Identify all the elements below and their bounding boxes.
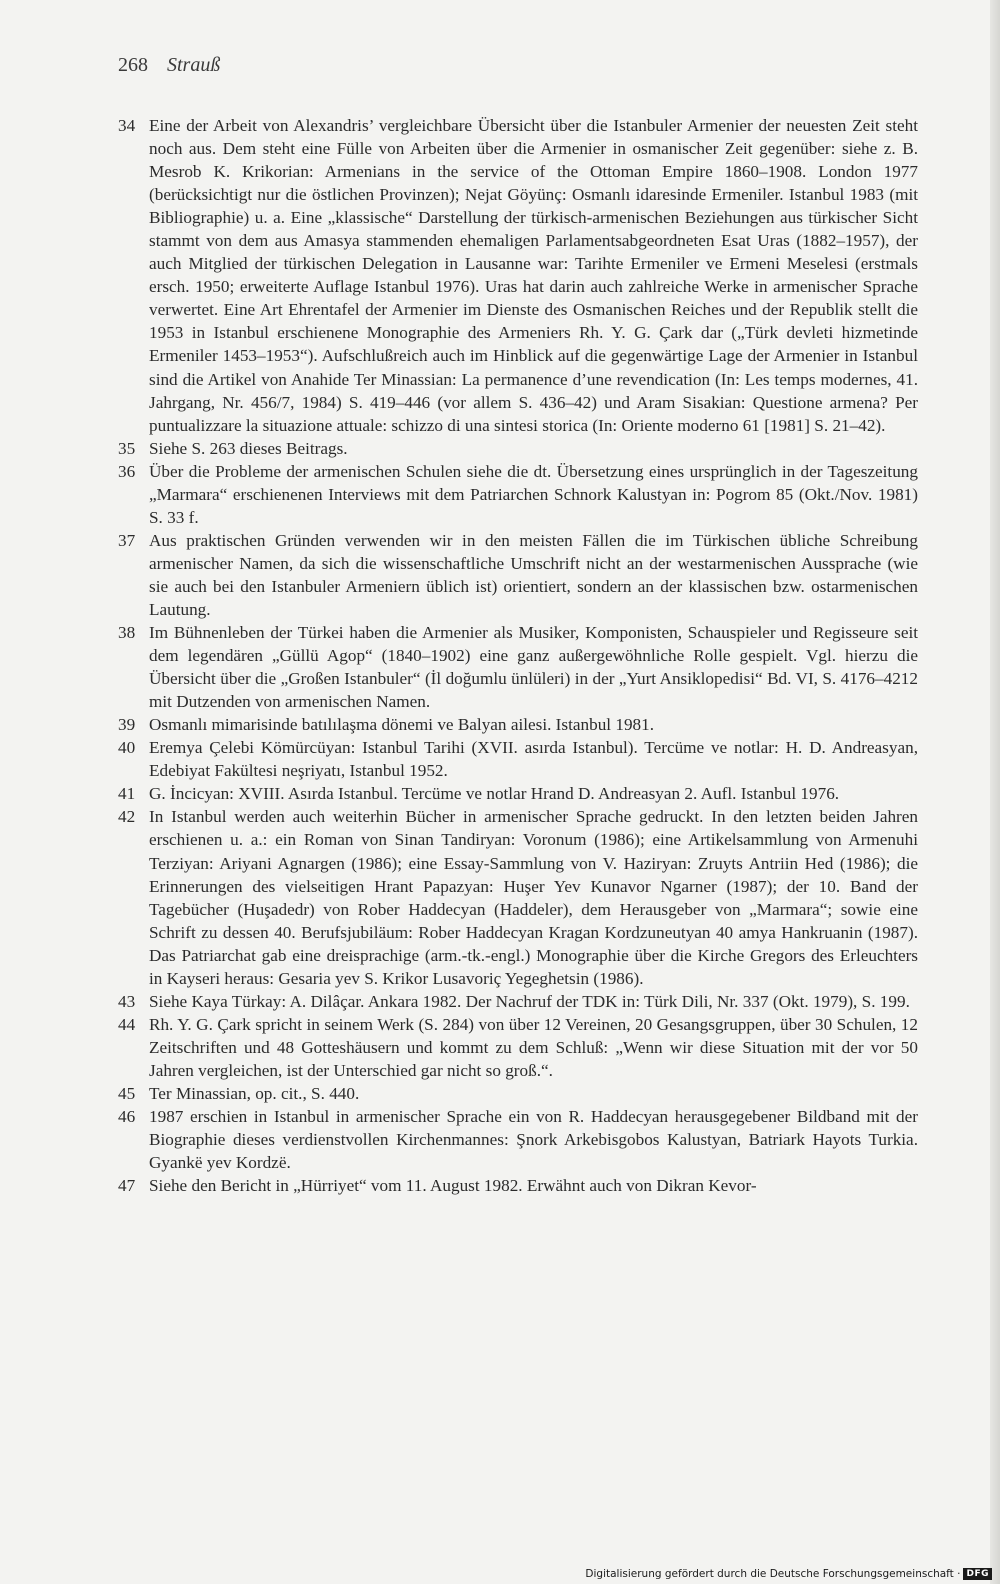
footnote-text: Eremya Çelebi Kömürcüyan: Istanbul Tarihi (XVII. asırda Istanbul). Tercüme ve notlar: H. D. Andreasyan, Edebiyat Fakültesi neşriyatı, Istanbul 1952. (149, 738, 918, 781)
footnote-text: G. İncicyan: XVIII. Asırda Istanbul. Tercüme ve notlar Hrand D. Andreasyan 2. Aufl. Istanbul 1976. (149, 784, 840, 804)
footnote-number: 38 (118, 623, 136, 643)
footnote-number: 45 (118, 1083, 136, 1103)
running-head: Strauß (167, 54, 221, 76)
footnote-text: Im Bühnenleben der Türkei haben die Armenier als Musiker, Komponisten, Schauspieler und Regisseure seit dem legendären „Güllü Agop“ (1840–1902) eine ganz außergewöhnliche Rolle gespielt. Vgl. hierzu die Übersicht über die „Großen Istanbuler“ (İl doğumlu ünlüleri) in der „Yurt Ansiklopedisi“ Bd. VI, S. 4176–4212 mit Dutzenden von armenischen Namen. (149, 623, 918, 712)
footnote-number: 41 (118, 784, 136, 804)
footnote-text: Über die Probleme der armenischen Schulen siehe die dt. Übersetzung eines ursprünglich in der Tageszeitung „Marmara“ erschienenen Interviews mit dem Patriarchen Schnork Kalustyan in: Pogrom 85 (Okt./Nov. 1981) S. 33 f. (149, 461, 918, 527)
footnote-item (118, 782, 918, 805)
footnote-item (118, 1013, 918, 1082)
footnote-number: 47 (118, 1176, 136, 1196)
footnote-item (118, 736, 918, 782)
page-number: 268 (118, 54, 148, 76)
footnote-item (118, 460, 918, 529)
footnote-text: 1987 erschien in Istanbul in armenischer Sprache ein von R. Haddecyan herausgegebener Bildband mit der Biographie dieses verdienstvollen Kirchenmannes: Şnork Arkebisgobos Kalustyan, Batriark Hayots Turkia. Gyankë yev Kordzë. (149, 1107, 918, 1173)
footnote-number: 37 (118, 530, 136, 550)
footnote-number: 44 (118, 1014, 136, 1034)
footnote-item (118, 805, 918, 989)
footnote-item (118, 990, 918, 1013)
footnote-text: Ter Minassian, op. cit., S. 440. (149, 1083, 360, 1103)
footnote-number: 46 (118, 1107, 136, 1127)
footnote-item (118, 1082, 918, 1105)
footnote-text: Osmanlı mimarisinde batılılaşma dönemi ve Balyan ailesi. Istanbul 1981. (149, 715, 655, 735)
dfg-logo: DFG (963, 1568, 992, 1580)
footnote-item (118, 1174, 918, 1197)
footnote-item (118, 1105, 918, 1174)
footnote-number: 42 (118, 807, 136, 827)
footnote-number: 39 (118, 715, 136, 735)
footnote-text: Rh. Y. G. Çark spricht in seinem Werk (S. 284) von über 12 Vereinen, 20 Gesangsgruppen, über 30 Schulen, 12 Zeitschriften und 48 Gotteshäusern und kommt zu dem Schluß: „Wenn wir diese Situation mit der vor 50 Jahren vergleichen, ist der Unterschied gar nicht so groß.“. (149, 1014, 918, 1080)
footnote-number: 34 (118, 116, 136, 135)
footnote-text: Siehe den Bericht in „Hürriyet“ vom 11. August 1982. Erwähnt auch von Dikran Kevor- (149, 1176, 757, 1196)
footnote-number: 36 (118, 461, 136, 481)
footnote-item (118, 713, 918, 736)
footnote-item (118, 621, 918, 713)
footnote-text: Siehe S. 263 dieses Beitrags. (149, 438, 348, 458)
footnote-text: Eine der Arbeit von Alexandris’ vergleichbare Übersicht über die Istanbuler Armenier der neuesten Zeit steht noch aus. Dem steht eine Fülle von Arbeiten über die Armenier in osmanischer Zeit gegenüber: siehe z. B. Mesrob K. Krikorian: Armenians in the service of the Ottoman Empire 1860–1908. London 1977 (berücksichtigt nur die östlichen Provinzen); Nejat Göyünç: Osmanlı idaresinde Ermeniler. Istanbul 1983 (mit Bibliographie) u. a. Eine „klassische“ Darstellung der türkisch-armenischen Beziehungen aus türkischer Sicht stammt von dem aus Amasya stammenden ehemaligen Parlamentsabgeordneten Esat Uras (1882–1957), der auch Mitglied der türkischen Delegation in Lausanne war: Tarihte Ermeniler ve Ermeni Meselesi (erstmals ersch. 1950; erweiterte Auflage Istanbul 1976). Uras hat darin auch zahlreiche Werke in armenischer Sprache verwertet. Eine Art Ehrentafel der Armenier im Dienste des Osmanischen Reiches und der Republik stellt die 1953 in Istanbul erschienene Monographie des Armeniers Rh. Y. G. Çark dar („Türk devleti hizmetinde Ermeniler 1453–1953“). Aufschlußreich auch im Hinblick auf die gegenwärtige Lage der Armenier in Istanbul sind die Artikel von Anahide Ter Minassian: La permanence d’une revendication (In: Les temps modernes, 41. Jahrgang, Nr. 456/7, 1984) S. 419–446 (vor allem S. 436–42) und Aram Sisakian: Questione armena? Per puntualizzare la situazione attuale: schizzo di una sintesi storica (In: Oriente moderno 61 [1981] S. 21–42). (149, 116, 918, 435)
footnote-number: 35 (118, 438, 136, 458)
credit-text: Digitalisierung gefördert durch die Deutsche Forschungsgemeinschaft · (585, 1568, 961, 1580)
footnote-item (118, 529, 918, 621)
footnote-number: 43 (118, 991, 136, 1011)
footnote-text: Siehe Kaya Türkay: A. Dilâçar. Ankara 1982. Der Nachruf der TDK in: Türk Dili, Nr. 337 (Okt. 1979), S. 199. (149, 991, 910, 1011)
footnote-item (118, 437, 918, 460)
page-header (118, 54, 220, 77)
footnote-number: 40 (118, 738, 136, 758)
footnote-text: Aus praktischen Gründen verwenden wir in den meisten Fällen die im Türkischen übliche Schreibung armenischer Namen, da sich die wissenschaftliche Umschrift nicht an der westarmenischen Aussprache (wie sie auch bei den Istanbuler Armeniern üblich ist) orientiert, sondern an der klassischen bzw. ostarmenischen Lautung. (149, 530, 918, 619)
page-edge-shadow (990, 0, 1000, 1584)
footnote-item (118, 114, 918, 437)
digitization-credit (585, 1568, 992, 1580)
footnotes-list (118, 114, 918, 1197)
footnote-text: In Istanbul werden auch weiterhin Bücher in armenischer Sprache gedruckt. In den letzten beiden Jahren erschienen u. a.: ein Roman von Sinan Tandiryan: Voronum (1986); eine Artikelsammlung von Armenuhi Terziyan: Ariyani Agnargen (1986); eine Essay-Sammlung von V. Haziryan: Zruyts Antriin Hed (1986); die Erinnerungen des vielseitigen Hrant Papazyan: Huşer Yev Kunavor Ngarner (1987); der 10. Band der Tagebücher (Huşadedr) von Rober Haddecyan (Haddeler), dem Herausgeber von „Marmara“; sowie eine Schrift zu dessen 40. Berufsjubiläum: Rober Haddecyan Kragan Kordzuneutyan 40 amya Hankruanin (1987). Das Patriarchat gab eine dreisprachige (arm.-tk.-engl.) Monographie über die Kirche Gregors des Erleuchters in Kayseri heraus: Gesaria yev S. Krikor Lusavoriç Yegeghetsin (1986). (149, 807, 918, 988)
